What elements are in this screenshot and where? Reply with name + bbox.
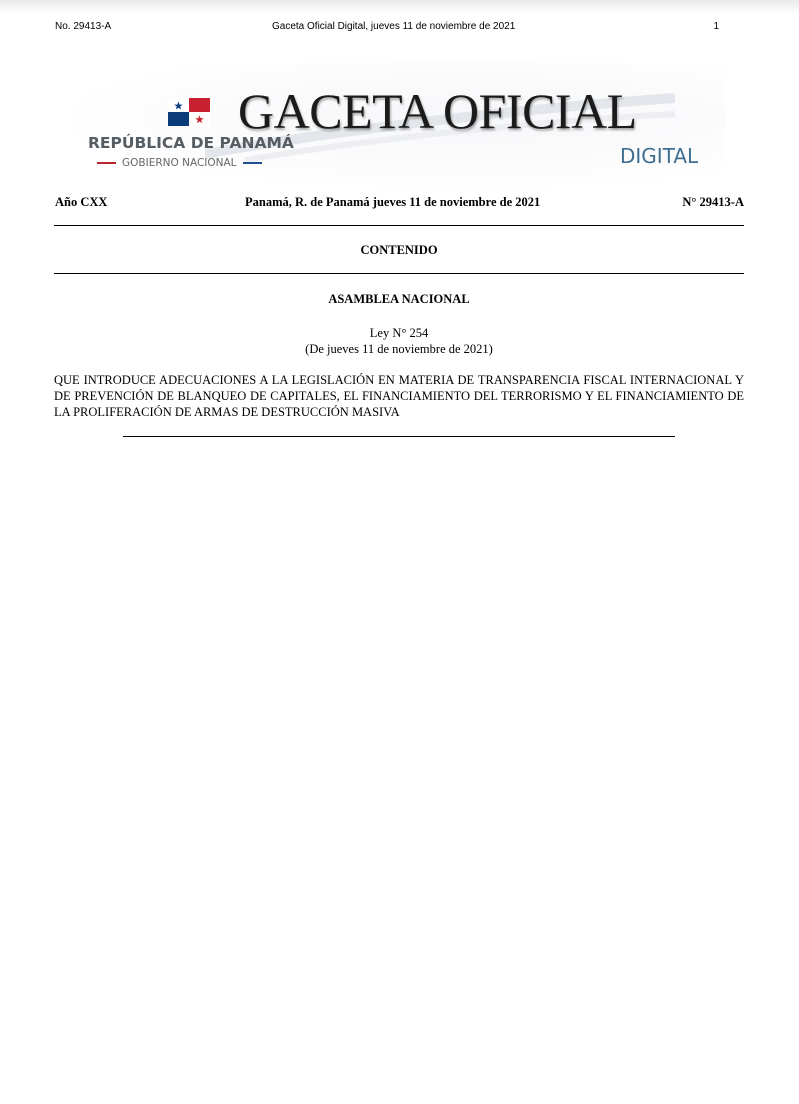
info-row — [55, 195, 744, 211]
law-number: Ley N° 254 — [369, 326, 429, 340]
republica-label: REPÚBLICA DE PANAMÁ — [88, 134, 294, 152]
top-shade — [0, 0, 799, 14]
issue-number: N° 29413-A — [682, 195, 744, 209]
page-header-title: Gaceta Oficial Digital, jueves 11 de noviembre de 2021 — [272, 21, 516, 32]
page-header — [55, 21, 745, 35]
gobierno-row — [97, 156, 262, 170]
divider-top — [54, 225, 744, 226]
law-description: QUE INTRODUCE ADECUACIONES A LA LEGISLACIÓN EN MATERIA DE TRANSPARENCIA FISCAL INTERNACIONAL Y DE PREVENCIÓN DE BLANQUEO DE CAPITALES, EL FINANCIAMIENTO DEL TERRORISMO Y EL FINANCIAMIENTO DE LA PROLIFERACIÓN DE ARMAS DE DESTRUCCIÓN MASIVA — [54, 373, 744, 419]
divider-middle — [54, 273, 744, 274]
law-date: (De jueves 11 de noviembre de 2021) — [305, 342, 493, 356]
gobierno-label: GOBIERNO NACIONAL — [122, 157, 237, 169]
masthead-title: GACETA OFICIAL — [238, 83, 637, 139]
page-number: 1 — [713, 21, 719, 32]
divider-bottom — [123, 436, 675, 437]
masthead — [75, 62, 725, 187]
digital-label: DIGITAL — [620, 144, 699, 168]
blue-dash — [243, 162, 262, 164]
gazette-number: No. 29413-A — [55, 21, 112, 32]
place-date: Panamá, R. de Panamá jueves 11 de noviembre de 2021 — [245, 195, 541, 209]
red-dash — [97, 162, 116, 164]
panama-flag-icon — [168, 98, 210, 126]
contents-heading: CONTENIDO — [360, 243, 438, 257]
institution-heading: ASAMBLEA NACIONAL — [328, 292, 470, 306]
year-label: Año CXX — [55, 195, 108, 209]
